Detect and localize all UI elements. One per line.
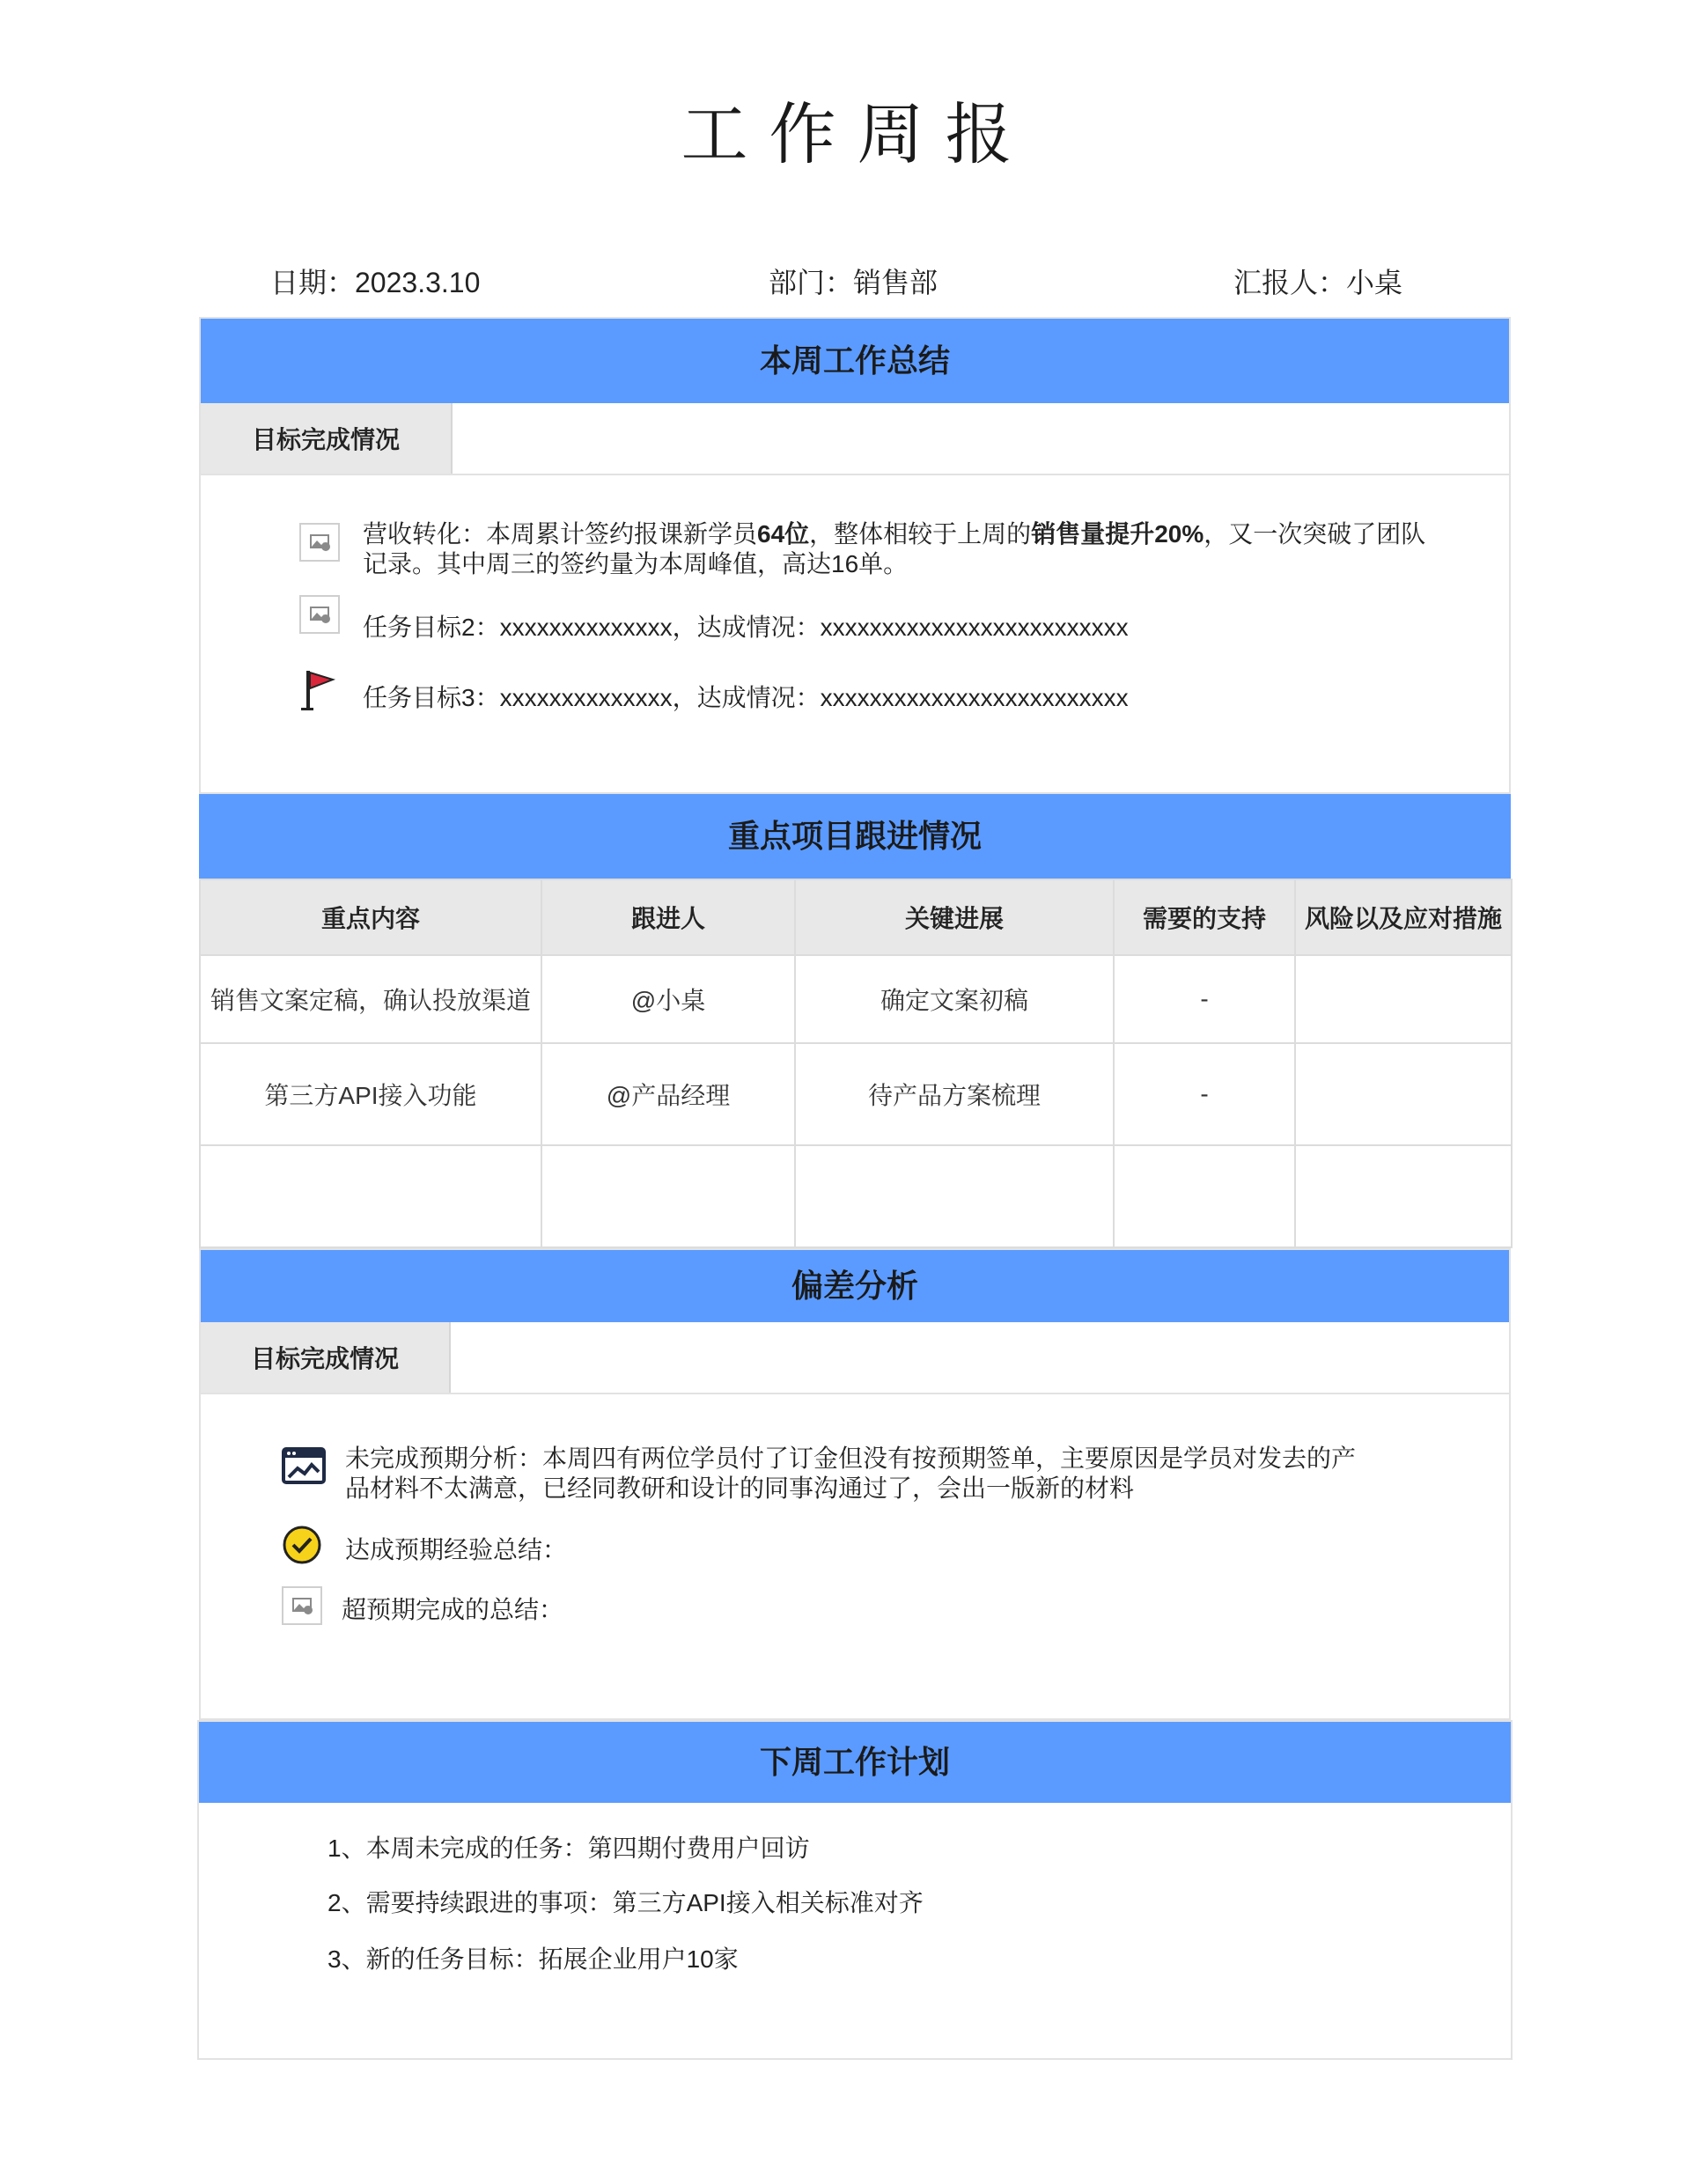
table-cell: @产品经理: [541, 1043, 795, 1145]
deviation-header: 偏差分析: [201, 1250, 1509, 1322]
table-cell: [1295, 1043, 1512, 1145]
col-header-owner: 跟进人: [541, 879, 795, 955]
deviation-item-exceeded: [282, 1590, 1426, 1634]
deviation-section: [199, 1248, 1511, 1720]
report-reporter: 汇报人：小桌: [1233, 267, 1403, 298]
summary-item-text: 任务目标2：xxxxxxxxxxxxxx，达成情况：xxxxxxxxxxxxxxxxxxxxxxxxx: [363, 614, 1129, 641]
meta-row: [0, 261, 1693, 305]
key-projects-header: 重点项目跟进情况: [199, 794, 1511, 879]
table-cell: [541, 1145, 795, 1247]
check-circle-icon: [282, 1525, 322, 1572]
table-header-row: [200, 879, 1512, 955]
page-title: 工作周报: [681, 98, 1034, 173]
col-header-support: 需要的支持: [1114, 879, 1295, 955]
chart-image-icon: [282, 1447, 326, 1493]
report-date: 日期：2023.3.10: [270, 267, 481, 298]
summary-goal-subhead: 目标完成情况: [201, 403, 453, 474]
key-projects-section: [199, 794, 1511, 1248]
table-row: [200, 955, 1512, 1043]
deviation-item-text: 达成预期经验总结：: [345, 1536, 568, 1563]
text-segment: 品材料不太满意，已经同教研和设计的同事沟通过了，会出一版新的材料: [345, 1474, 1135, 1502]
table-cell: 待产品方案梳理: [795, 1043, 1114, 1145]
image-placeholder-icon: [299, 595, 340, 641]
table-cell: -: [1114, 1043, 1295, 1145]
table-cell: [1295, 1145, 1512, 1247]
image-placeholder-icon: [299, 523, 340, 569]
table-cell: [795, 1145, 1114, 1247]
text-segment: ，整体相较于上周的: [809, 520, 1032, 548]
plan-item: 1、本周未完成的任务：第四期付费用户回访: [328, 1835, 810, 1862]
text-segment: 未完成预期分析：本周四有两位学员付了订金但没有按预期签单，主要原因是学员对发去的产: [345, 1445, 1357, 1472]
summary-item-revenue: [299, 519, 1444, 583]
deviation-item-text: [345, 1444, 1356, 1504]
table-cell: 确定文案初稿: [795, 955, 1114, 1043]
next-week-section: [197, 1720, 1513, 2060]
text-segment: 记录。其中周三的签约量为本周峰值，高达16单。: [363, 550, 909, 577]
key-projects-table: [199, 879, 1513, 1248]
table-row: [200, 1145, 1512, 1247]
summary-item-text: [363, 519, 1425, 579]
table-cell: @小桌: [541, 955, 795, 1043]
table-cell: 第三方API接入功能: [200, 1043, 541, 1145]
plan-item: 3、新的任务目标：拓展企业用户10家: [328, 1945, 739, 1973]
weekly-summary-header: 本周工作总结: [201, 319, 1509, 403]
text-segment: ，又一次突破了团队: [1204, 520, 1426, 548]
table-cell: [1114, 1145, 1295, 1247]
red-flag-icon: [299, 669, 340, 718]
highlight-count: 64位: [757, 520, 810, 548]
table-cell: -: [1114, 955, 1295, 1043]
plan-item: 2、需要持续跟进的事项：第三方API接入相关标准对齐: [328, 1889, 924, 1916]
image-placeholder-icon: [282, 1586, 322, 1632]
divider: [201, 474, 1509, 475]
summary-item-goal3: [299, 674, 1444, 718]
highlight-growth: 销售量提升20%: [1031, 520, 1204, 548]
deviation-goal-subhead: 目标完成情况: [201, 1322, 451, 1393]
report-department: 部门：销售部: [769, 267, 939, 298]
text-segment: 营收转化：本周累计签约报课新学员: [363, 520, 758, 548]
deviation-item-text: 超预期完成的总结：: [342, 1596, 564, 1623]
col-header-progress: 关键进展: [795, 879, 1114, 955]
col-header-content: 重点内容: [200, 879, 541, 955]
table-cell: [200, 1145, 541, 1247]
weekly-summary-section: [199, 317, 1511, 794]
table-cell: 销售文案定稿，确认投放渠道: [200, 955, 541, 1043]
deviation-item-met: [282, 1528, 1426, 1572]
next-week-header: 下周工作计划: [199, 1722, 1511, 1803]
table-cell: [1295, 955, 1512, 1043]
summary-item-text: 任务目标3：xxxxxxxxxxxxxx，达成情况：xxxxxxxxxxxxxxxxxxxxxxxxx: [363, 684, 1129, 711]
summary-item-goal2: [299, 602, 1444, 646]
deviation-item-unmet: [282, 1444, 1461, 1507]
divider: [201, 1393, 1509, 1394]
col-header-risk: 风险以及应对措施: [1295, 879, 1512, 955]
table-row: [200, 1043, 1512, 1145]
